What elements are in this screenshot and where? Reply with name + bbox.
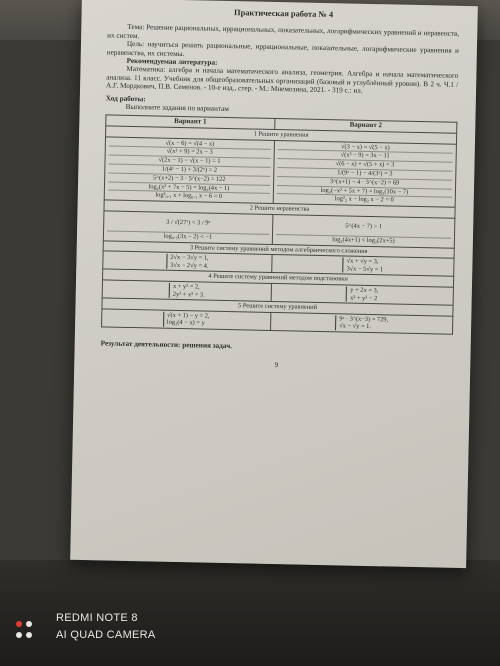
- section-1-heading: 1 Решите уравнения: [106, 126, 457, 144]
- v1-sys5-line-1: √(x + 1) − y = 2,: [166, 311, 210, 320]
- watermark-camera: AI QUAD CAMERA: [56, 629, 156, 641]
- v2-system-5-brace: [335, 315, 388, 331]
- v2-inequalities: [272, 214, 455, 248]
- v2-system-5: [270, 312, 452, 334]
- v2-eq-3: √(6 − x) + √(5 + x) = 3: [277, 159, 452, 171]
- variant-2-header: Вариант 2: [275, 119, 457, 133]
- v1-equations: [104, 137, 274, 204]
- v1-eq-5: 5^(x+2) − 3 · 5^(x−2) = 122: [108, 173, 270, 185]
- v1-eq-1: √(x − 6) = √(4 − x): [109, 138, 271, 150]
- page-number: 9: [274, 361, 279, 370]
- v2-eq-1: √(3 − x) = √(5 − x): [278, 142, 453, 154]
- paper-sheet: [70, 0, 478, 568]
- v2-sys5-line-2: √x − √y = 1.: [339, 322, 372, 331]
- v2-system-3-brace: [342, 258, 383, 274]
- camera-dots-icon: [12, 618, 38, 644]
- v1-sys3-line-2: 3√x − 2√y = 4.: [170, 261, 209, 270]
- section-4-heading: 4 Решите систему уравнений методом подстановки: [103, 269, 454, 287]
- v2-eq-7: log²₂ x − log₂ x − 2 = 0: [334, 195, 394, 204]
- v2-ineq-2: log₂(4x+1) < log₂(2x+5): [332, 236, 395, 245]
- page-title: Практическая работа № 4: [234, 8, 334, 20]
- section-5-heading: 5 Решите систему уравнений: [102, 298, 453, 316]
- v1-sys3-line-1: 2√x − 3√y = 1,: [170, 254, 209, 262]
- v2-eq-5: 3^(x+1) − 4 · 3^(x−2) = 69: [277, 177, 452, 189]
- result-line: Результат деятельности: решения задач.: [100, 339, 233, 351]
- theme-paragraph: Тема: Решение рациональных, иррациональных, показательных, логарифмических уравнений и неравенств, их систем.: [107, 23, 460, 40]
- v1-ineq-1: 3 / √(27ˣ) < 3 / 9ˣ: [107, 212, 269, 234]
- literature-text: Математика: алгебра и начала математического анализа, геометрия. Алгебра и начала математического анализа. 11 класс. Учебник для общеобразовательных организаций (базовый и углублённый уровни). В 2 ч. Ч.1 / А.Г. Мордкович, П.В. Семенов. - 10-е изд., стер. - М.: Мнемозина, 2021. - 319 с.: ил.: [106, 65, 459, 96]
- v2-sys3-line-2: 3√x − 5√y = 1: [346, 265, 384, 274]
- v2-eq-6: log₃(−x² + 5x + 7) = log₃(10x − 7): [277, 186, 452, 198]
- v1-system-3-brace: [166, 254, 209, 270]
- watermark-model: REDMI NOTE 8: [56, 612, 138, 624]
- goal-paragraph: Цель: научиться решать рациональные, иррациональные, показательные, логарифмические уравнения и неравенства, их системы.: [106, 40, 459, 58]
- v1-eq-3: √(2x − 1) − √(x − 1) = 1: [108, 156, 270, 168]
- v1-system-5-brace: [163, 311, 210, 327]
- v1-system-5: [102, 309, 271, 331]
- section-3-heading: 3 Решите систему уравнений методом алгебраического сложения: [103, 241, 454, 259]
- v2-ineq-1: 5^(4x − 7) > 1: [276, 216, 451, 239]
- v1-ineq-2: log₀.₅(3x − 2) < −1: [163, 232, 213, 241]
- v1-inequalities: [103, 211, 273, 244]
- v2-sys4-line-1: y + 2x = 3,: [350, 286, 379, 295]
- v2-eq-2: √(x² − 9) = 3x − 11: [278, 151, 453, 163]
- v2-equations: [273, 140, 456, 207]
- section-2-heading: 2 Решите неравенства: [104, 200, 455, 218]
- v1-sys4-line-1: x + y² = 2,: [172, 282, 200, 291]
- v1-sys5-line-2: log₂(4 − x) = y: [166, 319, 205, 327]
- literature-heading: Рекомендуемая литература:: [126, 56, 218, 67]
- work-text: Выполните задания по вариантам: [125, 102, 229, 114]
- v2-eq-4: 1/(9ˣ − 1) − 4/(3ˣ) = 3: [277, 168, 452, 180]
- v2-system-4-brace: [346, 287, 378, 303]
- v1-eq-6: log₂(x² + 7x − 5) = log₂(4x − 1): [108, 182, 270, 194]
- v1-eq-2: √(x² + 9) = 2x − 3: [109, 147, 271, 159]
- v1-system-4-brace: [169, 283, 205, 299]
- v1-sys4-line-2: 2y² + x² = 3.: [172, 290, 205, 299]
- v2-sys5-line-1: 9ˣ · 3^(x−3) = 729,: [339, 315, 389, 324]
- work-heading: Ход работы:: [105, 94, 146, 103]
- v1-eq-7: log²₀.₁ x + log₀.₁ x − 6 = 0: [155, 191, 223, 201]
- v1-eq-4: 1/(4ˣ − 1) + 3/(2ˣ) = 2: [108, 165, 270, 177]
- tasks-table: [101, 115, 457, 335]
- v2-sys4-line-2: x² + y² − 2: [350, 294, 378, 302]
- v2-sys3-line-1: √x + √y = 3,: [346, 257, 379, 266]
- variant-1-header: Вариант 1: [106, 115, 275, 129]
